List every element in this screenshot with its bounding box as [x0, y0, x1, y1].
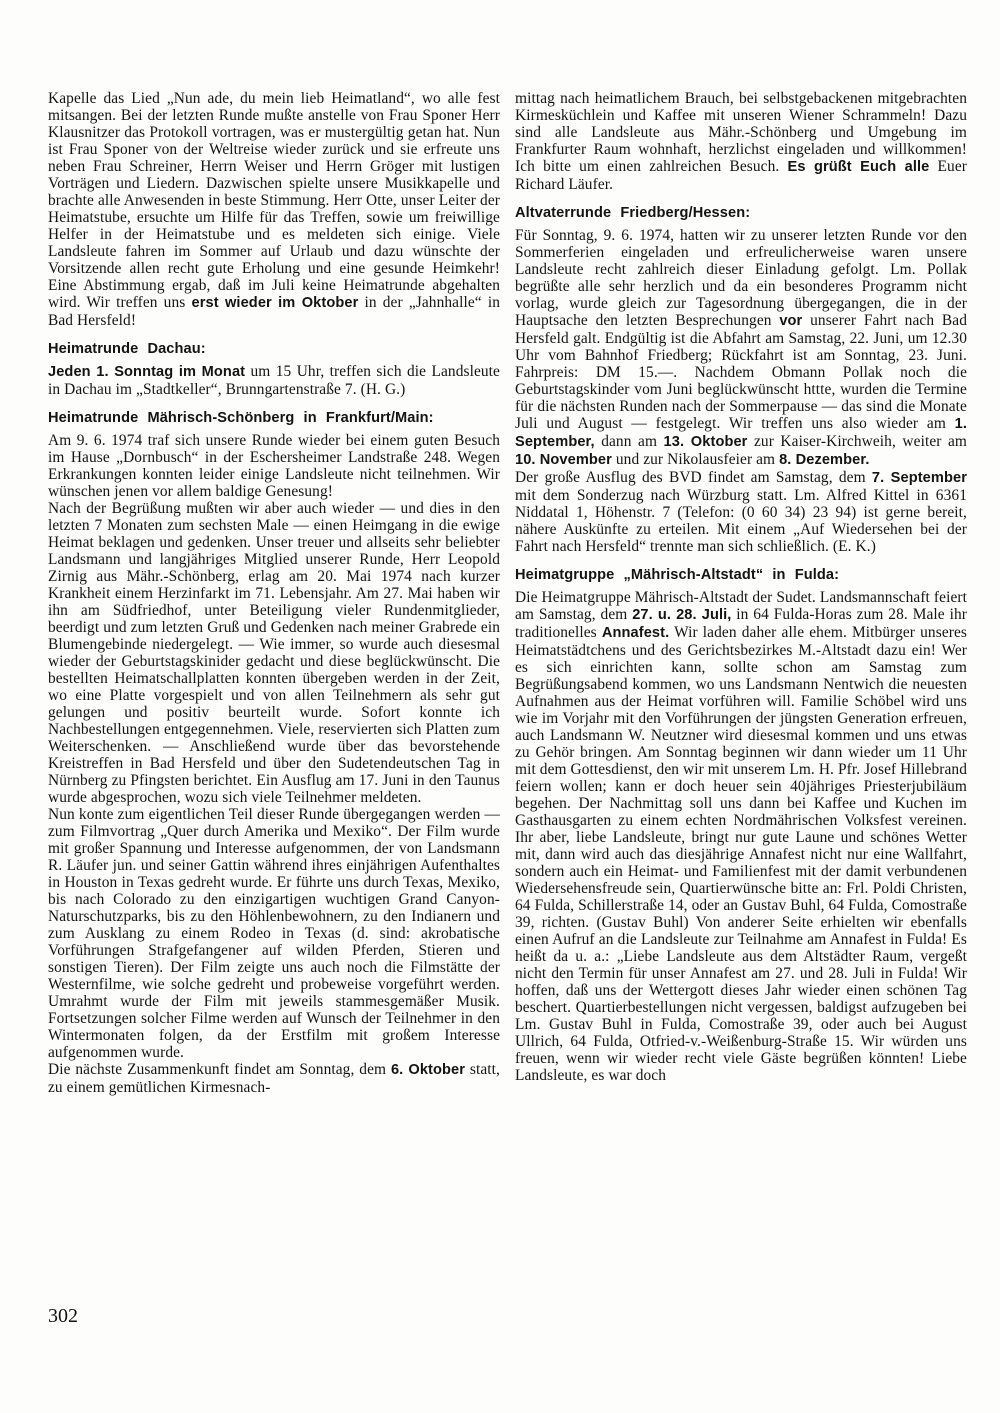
paragraph	[515, 589, 967, 1084]
bold-text-run: Heimatrunde Mährisch-Schönberg in Frankfurt/Main:	[48, 410, 434, 426]
text-run: Kapelle das Lied „Nun ade, du mein lieb Heimatland“, wo alle fest mitsangen. Bei der letzten Runde mußte anstelle von Frau Sponer Herr Klausnitzer das Protokoll vortragen, was er mustergültig getan hat. Nun ist Frau Sponer von der Weltreise wieder zurück und sie erfreute uns neben Frau Schreiner, Herrn Weiser und Herrn Gröger mit lustigen Vorträgen und Liedern. Dazwischen spielte unsere Musikkapelle und brachte alle Anwesenden in beste Stimmung. Herr Otte, unser Leiter der Heimatstube, ersuchte um Hilfe für das Treffen, sowie um freiwillige Helfer in der Heimatstube und es meldeten sich einige. Viele Landsleute fahren im Sommer auf Urlaub und dazu wünschte der Vorsitzende allen recht gute Erholung und eine gesunde Heimkehr! Eine Abstimmung ergab, daß im Juli keine Heimatrunde abgehalten wird. Wir treffen uns	[48, 90, 500, 311]
text-run: und zur Nikolausfeier am	[611, 451, 780, 468]
paragraph	[515, 469, 967, 555]
paragraph	[48, 1061, 500, 1096]
bold-text-run: 27. u. 28. Juli,	[632, 607, 732, 623]
left-column	[48, 90, 500, 1096]
text-run: um 15 Uhr, treffen sich die Landsleute in Dachau im „Stadtkeller“, Brunngartenstraße 7. (H. G.)	[48, 363, 500, 398]
text-run: mit dem Sonderzug nach Würzburg statt. Lm. Alfred Kittel in 6361 Niddatal 1, Höhenstr. 7 (Telefon: (0 60 34) 23 94) ist gerne bereit, nähere Auskünfte zu erteilen. Mit einem „Auf Wiedersehen bei der Fahrt nach Hersfeld“ trennte man sich schließlich. (E. K.)	[515, 487, 967, 555]
text-run: zur Kaiser-Kirchweih, weiter am	[747, 433, 967, 450]
text-run: Nun konte zum eigentlichen Teil dieser Runde übergegangen werden — zum Filmvortrag „Quer durch Amerika und Mexiko“. Der Film wurde mit großer Spannung und Interesse aufgenommen, der von Landsmann R. Läufer jun. und seiner Gattin während ihres einjährigen Aufenthaltes in Houston in Texas gedreht wurde. Er führte uns durch Texas, Mexiko, bis nach Colorado zu den einzigartigen wuchtigen Grand Canyon-Naturschutzparks, bis zu den Höhlenbewohnern, zu den Indianern und zum Ausklang zu einem Rodeo in Texas (d. sind: akrobatische Vorführungen Strafgefangener auf wilden Pferden, Stieren und sonstigen Tieren). Der Film zeigte uns auch noch die Filmstätte der Westernfilme, wie solche gedreht und probeweise vorgeführt werden. Umrahmt wurde der Film mit jeweils stammesgemäßer Musik. Fortsetzungen solcher Filme werden auf Wunsch der Teilnehmer in den Wintermonaten folgen, da der Erstfilm mit großem Interesse aufgenommen wurde.	[48, 806, 500, 1061]
bold-text-run: Heimatrunde Dachau:	[48, 341, 206, 357]
text-run: statt, zu einem gemütlichen Kirmesnach-	[48, 1061, 501, 1096]
text-run: Der große Ausflug des BVD findet am Samstag, dem	[515, 469, 872, 486]
text-run: Für Sonntag, 9. 6. 1974, hatten wir zu unserer letzten Runde vor den Sommerferien eingeladen und erfreulicherweise waren unsere Landsleute recht zahlreich dieser Einladung gefolgt. Lm. Pollak begrüßte alle sehr herzlich und da ein besonderes Programm nicht vorlag, wurde gleich zur Tagesordnung übergegangen, die in der Hauptsache den letzten Besprechungen	[515, 227, 967, 329]
text-run: in 64 Fulda-Horas zum 28. Male ihr traditionelles	[515, 606, 967, 641]
paragraph	[515, 227, 967, 469]
bold-text-run: Jeden 1. Sonntag im Monat	[48, 364, 246, 380]
text-run: Nach der Begrüßung mußten wir aber auch wieder — und dies in den letzten 7 Monaten zum sechsten Male — einen Heimgang in die ewige Heimat beklagen und gedenken. Unser treuer und allseits sehr beliebter Landsmann und langjähriges Mitglied unserer Runde, Herr Leopold Zirnig aus Mähr.-Schönberg, erlag am 20. Mai 1974 nach kurzer Krankheit einem Herzinfarkt im 71. Lebensjahr. Am 27. Mai haben wir ihn am Südfriedhof, unter Beteiligung vieler Rundenmitglieder, beerdigt und zum letzten Gruß und Gedenken nach meiner Grabrede ein Blumengebinde niedergelegt. — Wie immer, so wurde auch diesesmal wieder der Geburtstagskinider gedacht und diese beglückwünscht. Die bestellten Heimatschallplatten konnten übergeben werden in der Zeit, wo eine Platte vorgespielt und von allen Teilnehmern als sehr gut gelungen und positiv beurteilt wurde. Sofort konnte ich Nachbestellungen entgegennehmen. Viele, reservierten sich Platten zum Weiterschenken. — Anschließend wurde über das bevorstehende Kreistreffen in Bad Hersfeld und über den Sudetendeutschen Tag in Nürnberg zu Pfingsten berichtet. Ein Ausflug am 17. Juni in den Taunus wurde abgesprochen, wozu sich viele Teilnehmer meldeten.	[48, 500, 500, 806]
paragraph	[515, 90, 967, 193]
text-run: unserer Fahrt nach Bad Hersfeld galt. Endgültig ist die Abfahrt am Samstag, 22. Juni, um 12.30 Uhr vom Bahnhof Friedberg; Rückfahrt ist am Sonntag, 23. Juni. Fahrpreis: DM 15.—. Nachdem Obmann Pollak noch die Geburtstagskinder vom Juni beglückwünscht httte, wurden die Termine für die nächsten Runden nach der Sommerpause — das sind die Monate Juli und August — festgelegt. Wir treffen uns also wieder am	[515, 312, 967, 432]
text-run: Am 9. 6. 1974 traf sich unsere Runde wieder bei einem guten Besuch im Hause „Dornbusch“ in der Eschersheimer Landstraße 248. Wegen Erkrankungen konnten leider einige Landsleute nicht teilnehmen. Wir wünschen jenen vor allem baldige Genesung!	[48, 432, 500, 500]
bold-text-run: 7. September	[871, 470, 967, 486]
page-number: 302	[48, 1305, 78, 1327]
bold-text-run: 6. Oktober	[390, 1062, 466, 1078]
bold-text-run: Es grüßt Euch alle	[787, 159, 930, 175]
text-run: mittag nach heimatlichem Brauch, bei selbstgebackenen mitgebrachten Kirmesküchlein und Kaffee mit unseren Wiener Schrammeln! Dazu sind alle Landsleute aus Mähr.-Schönberg und Umgebung im Frankfurter Raum wohnhaft, herzlichst eingeladen und willkommen! Ich bitte um einen zahlreichen Besuch.	[515, 90, 967, 175]
section-heading	[515, 204, 967, 222]
bold-text-run: 10. November	[515, 452, 612, 468]
bold-text-run: 8. Dezember.	[779, 452, 870, 468]
bold-text-run: vor	[779, 313, 803, 329]
text-run: Wir laden daher alle ehem. Mitbürger unseres Heimatstädtchens und des Gerichtsbezirkes M.-Altstadt dazu ein! Wer es sich einrichten kann, sollte schon am Samstag zum Begrüßungsabend kommen, wo uns Landsmann Nentwich die neuesten Aufnahmen aus der Heimat vorführen will. Familie Schöbel wird uns wie im Vorjahr mit den Vorführungen der jüngsten Generation erfreuen, auch Landsmann W. Neutzner wird diesesmal kommen und uns etwas zu Gehör bringen. Am Sonntag beginnen wir dann wieder um 11 Uhr mit dem Gottesdienst, den wir mit unserem Lm. H. Pfr. Josef Hillebrand feiern wollen; kann er doch heuer sein 40jähriges Priesterjubiläum begehen. Der Nachmittag soll uns dann bei Kaffee und Kuchen im Gasthausgarten zu einem echten Nordmährischen Volksfest vereinen. Ihr aber, liebe Landsleute, bringt nur gute Laune und schönes Wetter mit, dann wird auch das diesjährige Annafest nicht nur eine Wallfahrt, sondern auch ein Heimat- und Familienfest mit der damit verbundenen Wiedersehensfreude sein, Quartierwünsche bitte an: Frl. Poldi Christen, 64 Fulda, Schillerstraße 14, oder an Gustav Buhl, 64 Fulda, Comostraße 39, richten. (Gustav Buhl) Von anderer Seite erhielten wir ebenfalls einen Aufruf an die Landsleute zur Teilnahme am Annafest in Fulda! Es heißt da u. a.: „Liebe Landsleute aus dem Altstädter Raum, vergeßt nicht den Termin für unser Annafest am 27. und 28. Juli in Fulda! Wir hoffen, daß uns der Wettergott dieses Jahr wieder einen schönen Tag beschert. Quartierbestellungen nicht vergessen, baldigst aufzugeben bei Lm. Gustav Buhl in Fulda, Comostraße 39, oder auch bei August Ullrich, 64 Fulda, Otfried-v.-Weißenburg-Straße 15. Wir würden uns freuen, wenn wir wieder recht viele Gäste begrüßen könnten! Liebe Landsleute, es war doch	[515, 624, 967, 1084]
bold-text-run: 1. September,	[515, 416, 967, 450]
bold-text-run: Heimatgruppe „Mährisch-Altstadt“ in Fulda:	[515, 567, 840, 583]
section-heading	[48, 340, 500, 358]
text-run: Die Heimatgruppe Mährisch-Altstadt der Sudet. Landsmannschaft feiert am Samstag, dem	[515, 589, 967, 623]
text-run: Euer Richard Läufer.	[515, 158, 968, 193]
paragraph	[48, 806, 500, 1061]
paragraph	[48, 90, 500, 329]
bold-text-run: erst wieder im Oktober	[191, 295, 359, 311]
bold-text-run: Annafest.	[601, 625, 670, 641]
bold-text-run: Altvaterrunde Friedberg/Hessen:	[515, 205, 751, 221]
right-column	[515, 90, 967, 1084]
text-run: Die nächste Zusammenkunft findet am Sonntag, dem	[48, 1061, 391, 1078]
section-heading	[515, 566, 967, 584]
text-run: dann am	[594, 433, 664, 450]
text-run: in der „Jahnhalle“ in Bad Hersfeld!	[48, 294, 501, 329]
section-heading	[48, 409, 500, 427]
bold-text-run: 13. Oktober	[663, 434, 748, 450]
paragraph	[48, 500, 500, 806]
paragraph	[48, 363, 500, 398]
paragraph	[48, 432, 500, 500]
